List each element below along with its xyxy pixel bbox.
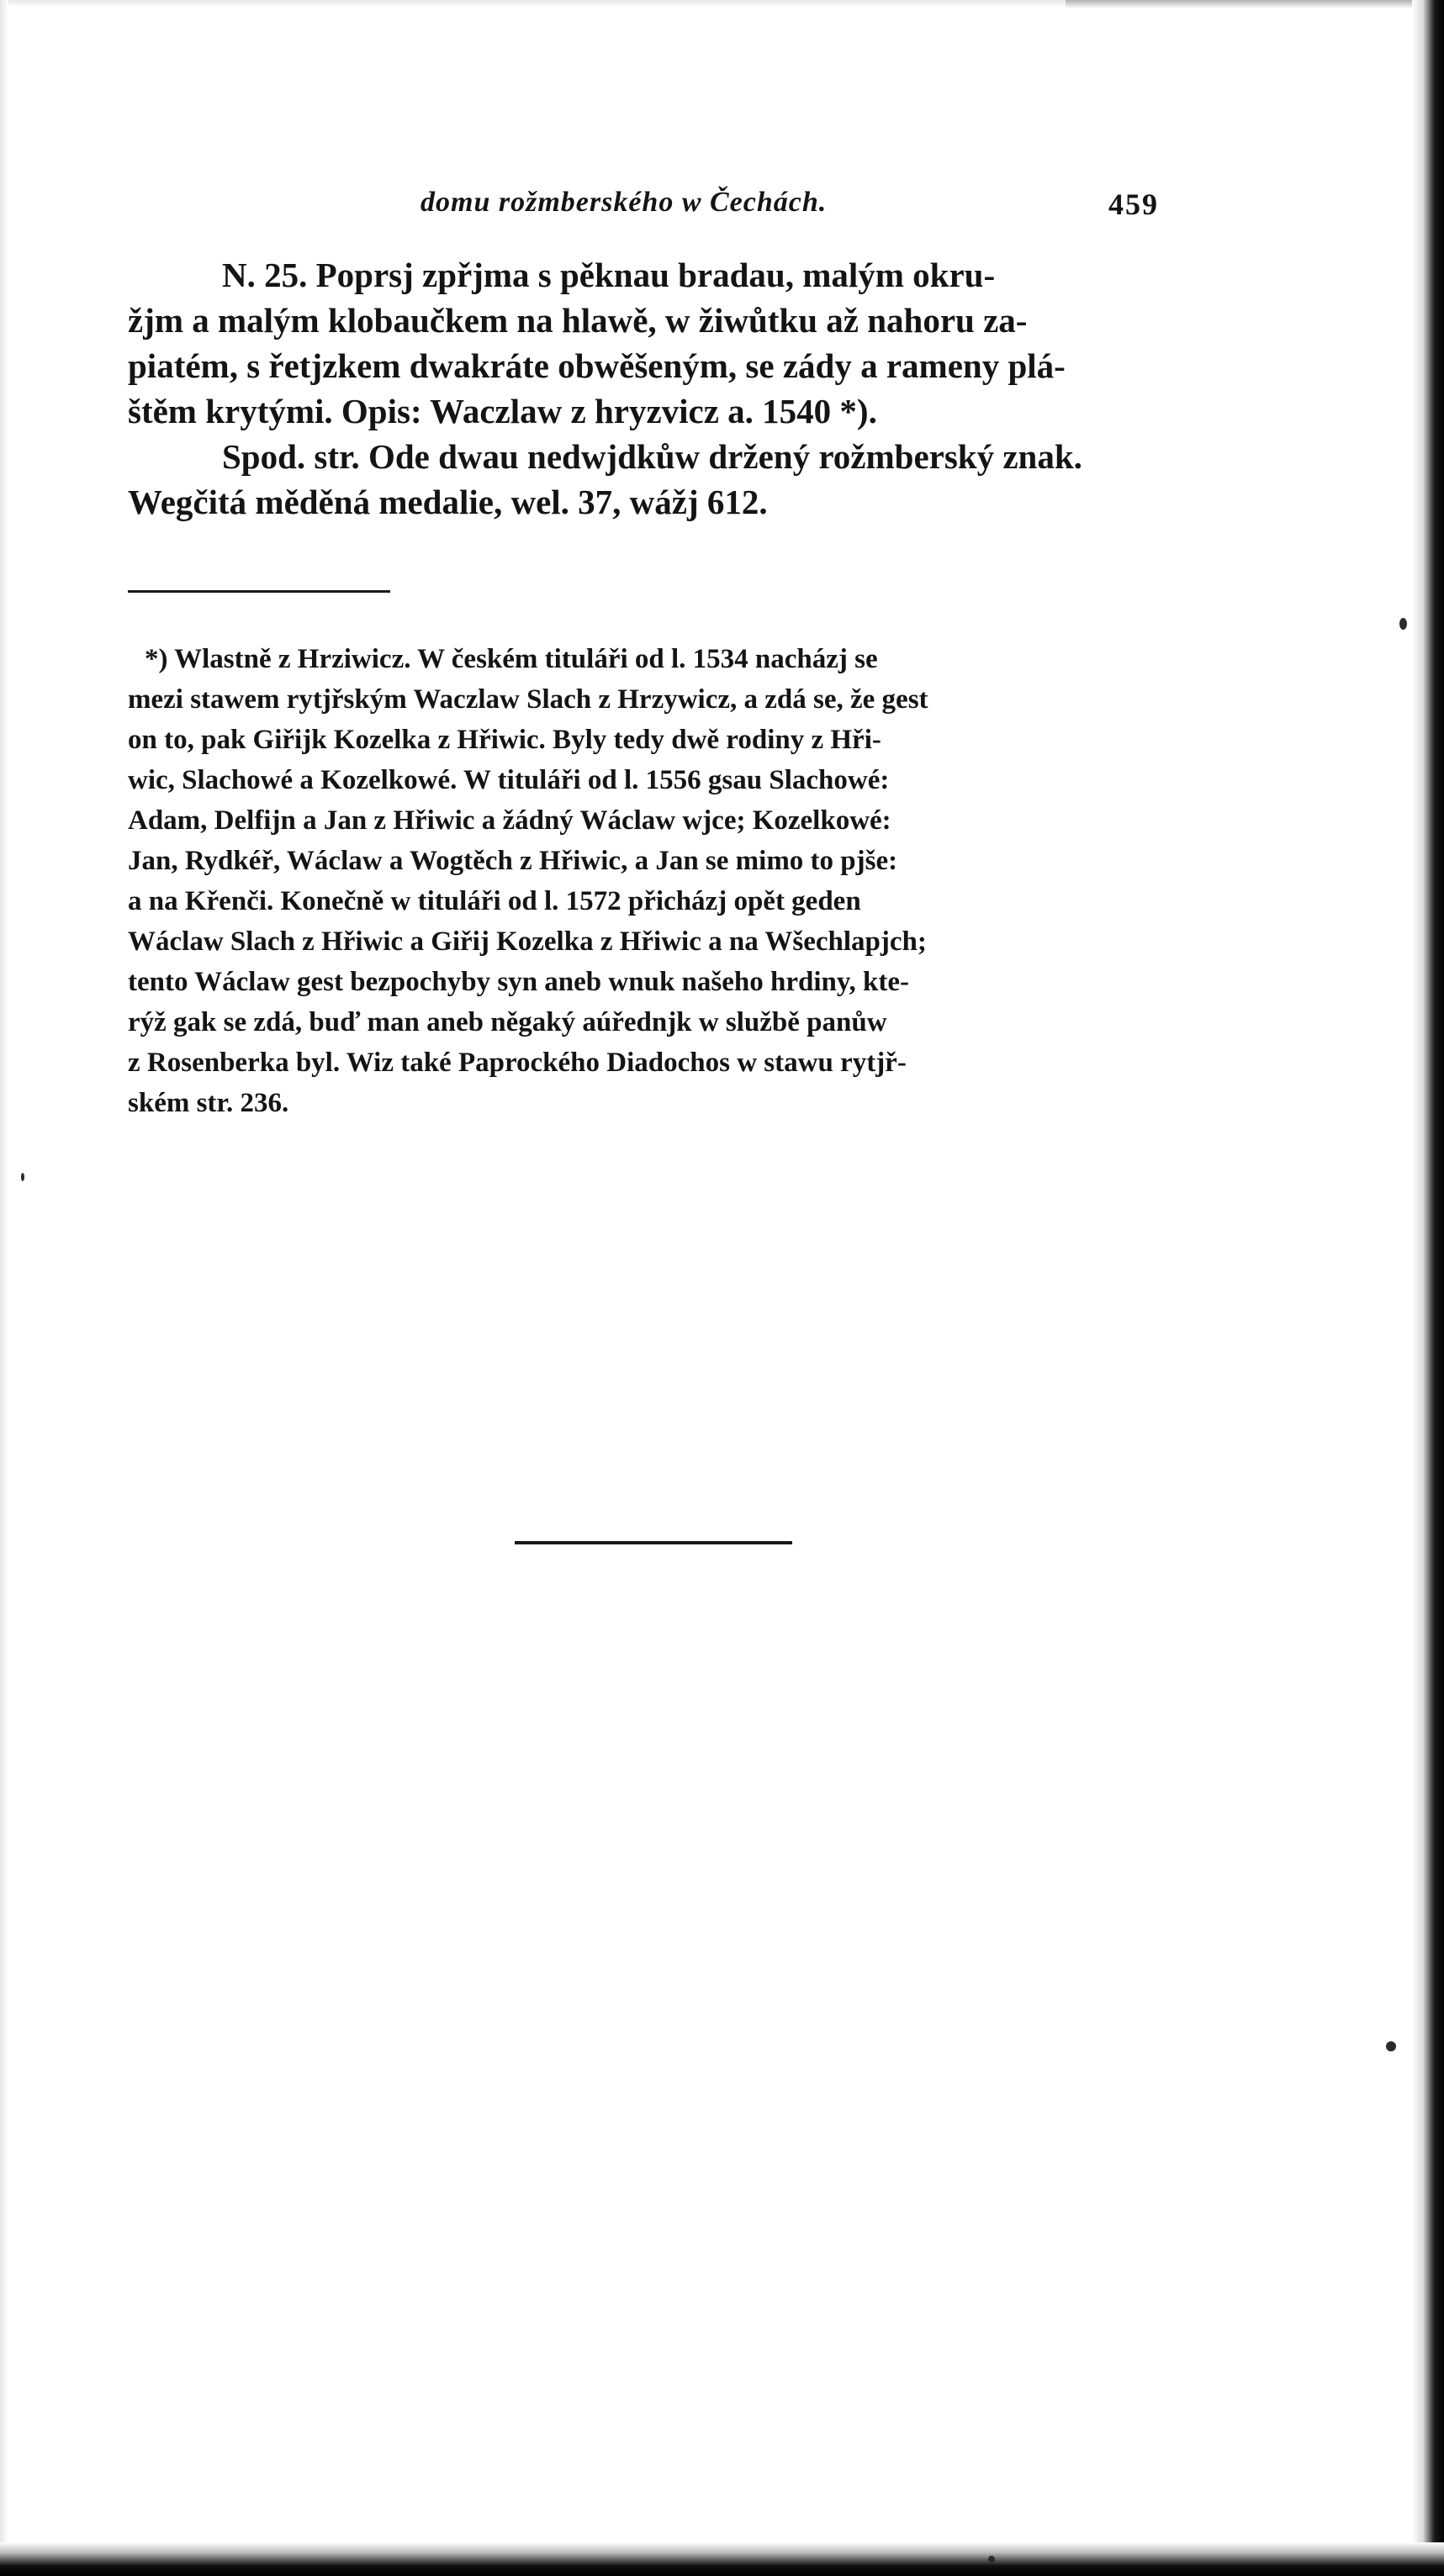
footnote-line: z Rosenberka byl. Wiz také Paprockého Diadochos w stawu rytjř- [128, 1048, 907, 1078]
main-line: štěm krytými. Opis: Waczlaw z hryzvicz a. 1540 *). [128, 392, 877, 430]
footnote-line: mezi stawem rytjřským Waczlaw Slach z Hrzywicz, a zdá se, že gest [128, 684, 928, 715]
running-head [0, 187, 1444, 229]
page-right-edge [1412, 0, 1444, 2576]
footnote-line: tento Wáclaw gest bezpochyby syn aneb wnuk našeho hrdiny, kte- [128, 967, 910, 997]
main-line: N. 25. Poprsj zpřjma s pěknau bradau, malým okru- [222, 256, 996, 294]
footnote-line: ském str. 236. [128, 1088, 289, 1118]
scan-speck [1386, 2041, 1396, 2051]
footnote-line: rýž gak se zdá, buď man aneb něgaký aúřednjk w službě panůw [128, 1007, 887, 1037]
footnote-line: Wáclaw Slach z Hřiwic a Giřij Kozelka z Hřiwic a na Wšechlapjch; [128, 926, 927, 957]
footnote-line: *) Wlastně z Hrziwicz. W českém tituláři od l. 1534 nacházj se [145, 644, 878, 674]
footnote-separator-rule [128, 590, 390, 593]
main-line: Spod. str. Ode dwau nedwjdkůw držený rožmberský znak. [222, 437, 1082, 476]
footnote [128, 639, 1189, 1123]
page-bottom-edge [0, 2542, 1444, 2576]
scan-speck [988, 2556, 995, 2563]
end-rule [515, 1541, 792, 1544]
footnote-line: on to, pak Giřijk Kozelka z Hřiwic. Byly tedy dwě rodiny z Hři- [128, 725, 881, 755]
footnote-line: a na Křenči. Konečně w tituláři od l. 1572 přicházj opět geden [128, 886, 861, 916]
footnote-line: wic, Slachowé a Kozelkowé. W tituláři od l. 1556 gsau Slachowé: [128, 765, 890, 795]
footnote-line: Adam, Delfijn a Jan z Hřiwic a žádný Wáclaw wjce; Kozelkowé: [128, 805, 891, 836]
scan-speck [1399, 618, 1407, 630]
scan-speck [21, 1173, 24, 1181]
page-left-edge [0, 0, 8, 2576]
main-text [128, 252, 1189, 525]
page-top-right-edge [1066, 0, 1419, 8]
footnote-line: Jan, Rydkéř, Wáclaw a Wogtěch z Hřiwic, a Jan se mimo to pjše: [128, 846, 898, 876]
running-title: domu rožmberského w Čechách. [421, 187, 828, 218]
main-line: Wegčitá měděná medalie, wel. 37, wážj 612. [128, 483, 768, 521]
main-line: piatém, s řetjzkem dwakráte obwěšeným, se zády a rameny plá- [128, 346, 1066, 385]
page-number: 459 [1108, 187, 1159, 221]
main-line: žjm a malým klobaučkem na hlawě, w žiwůtku až nahoru za- [128, 301, 1028, 340]
